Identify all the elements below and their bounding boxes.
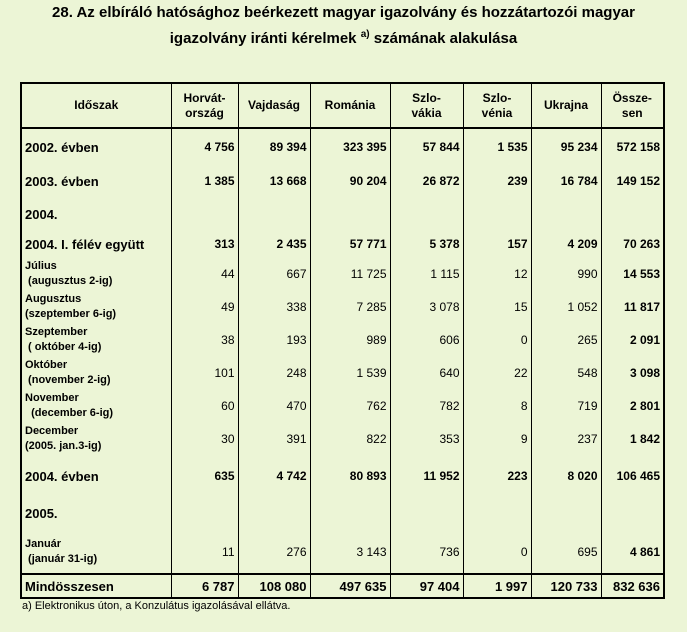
table-cell: 38: [171, 323, 238, 356]
row-label-line: November: [25, 391, 79, 404]
table-cell: [310, 497, 390, 530]
table-cell: 11 817: [601, 290, 664, 323]
column-header: [463, 83, 531, 128]
table-cell: [171, 197, 238, 231]
table-cell: 70 263: [601, 231, 664, 257]
table-cell: 8 020: [531, 455, 601, 497]
row-label-line: (november 2-ig): [25, 373, 111, 386]
table-cell: 606: [390, 323, 463, 356]
column-header-line: sen: [621, 105, 643, 120]
table-cell: 60: [171, 389, 238, 422]
row-label-line: (január 31-ig): [25, 552, 98, 565]
table-row: [21, 128, 664, 165]
table-cell: [310, 197, 390, 231]
table-cell: 239: [463, 165, 531, 197]
table-body: [21, 128, 664, 598]
table-row: [21, 497, 664, 530]
row-label-line: December: [25, 424, 79, 437]
table-row: [21, 422, 664, 455]
table-cell: 2 435: [238, 231, 310, 257]
table-cell: 6 787: [171, 574, 238, 598]
table-cell: 13 668: [238, 165, 310, 197]
table-cell: 667: [238, 257, 310, 290]
table-cell: [531, 197, 601, 231]
title-footnote-marker: a): [360, 29, 370, 40]
table-cell: 822: [310, 422, 390, 455]
table-cell: 719: [531, 389, 601, 422]
table-cell: [390, 497, 463, 530]
table-cell: [531, 497, 601, 530]
table-cell: 108 080: [238, 574, 310, 598]
row-label-line: Szeptember: [25, 325, 88, 338]
table-cell: 248: [238, 356, 310, 389]
table-cell: 5 378: [390, 231, 463, 257]
table-cell: 14 553: [601, 257, 664, 290]
row-label-line: Augusztus: [25, 292, 82, 305]
row-label: 2004. I. félév együtt: [21, 231, 171, 257]
table-cell: 391: [238, 422, 310, 455]
column-header: [310, 83, 390, 128]
footnote: a) Elektronikus úton, a Konzulátus igazolásával ellátva.: [22, 600, 291, 612]
table-cell: 832 636: [601, 574, 664, 598]
table-cell: 640: [390, 356, 463, 389]
table-cell: [601, 497, 664, 530]
table-cell: 30: [171, 422, 238, 455]
table-cell: 106 465: [601, 455, 664, 497]
table-cell: 0: [463, 530, 531, 574]
table-cell: 7 285: [310, 290, 390, 323]
table-cell: 8: [463, 389, 531, 422]
column-header-line: Időszak: [74, 98, 119, 112]
row-label-line: (szeptember 6-ig): [25, 307, 117, 320]
header-row: [21, 83, 664, 128]
row-label-line: (2005. jan.3-ig): [25, 439, 102, 452]
row-label: [21, 257, 171, 290]
table-cell: 4 756: [171, 128, 238, 165]
table-cell: 16 784: [531, 165, 601, 197]
table-row: [21, 574, 664, 598]
table-cell: 989: [310, 323, 390, 356]
table-cell: [463, 197, 531, 231]
table-cell: 470: [238, 389, 310, 422]
table-cell: 157: [463, 231, 531, 257]
table-cell: 49: [171, 290, 238, 323]
table-cell: 572 158: [601, 128, 664, 165]
table-row: [21, 165, 664, 197]
table-cell: 3 098: [601, 356, 664, 389]
table-cell: 9: [463, 422, 531, 455]
table-cell: 237: [531, 422, 601, 455]
column-header-line: Vajdaság: [247, 98, 301, 112]
column-header: [601, 83, 664, 128]
table-cell: 276: [238, 530, 310, 574]
column-header: [531, 83, 601, 128]
row-label: Mindösszesen: [21, 574, 171, 598]
column-header-line: vákia: [411, 105, 442, 120]
table-row: [21, 356, 664, 389]
column-header-line: vénia: [481, 105, 513, 120]
table-cell: 323 395: [310, 128, 390, 165]
column-header: [238, 83, 310, 128]
column-header-line: Össze-: [612, 90, 652, 105]
column-header: [390, 83, 463, 128]
table-cell: 193: [238, 323, 310, 356]
table-cell: 97 404: [390, 574, 463, 598]
table-cell: 57 771: [310, 231, 390, 257]
column-header-line: Szlo-: [482, 90, 512, 105]
table-cell: 4 861: [601, 530, 664, 574]
row-label: 2005.: [21, 497, 171, 530]
table-cell: 57 844: [390, 128, 463, 165]
table-cell: 89 394: [238, 128, 310, 165]
title-line-2: [0, 24, 687, 50]
table-row: [21, 290, 664, 323]
row-label-line: ( október 4-ig): [25, 340, 102, 353]
column-header-line: Szlo-: [412, 90, 441, 105]
table-cell: 2 091: [601, 323, 664, 356]
table-title: [0, 2, 687, 50]
table-row: [21, 197, 664, 231]
table-cell: 0: [463, 323, 531, 356]
data-table: [20, 82, 665, 599]
table-cell: 1 539: [310, 356, 390, 389]
table-cell: 1 385: [171, 165, 238, 197]
row-label: [21, 356, 171, 389]
table-cell: 1 997: [463, 574, 531, 598]
table-cell: 548: [531, 356, 601, 389]
table-cell: 11: [171, 530, 238, 574]
table-cell: 95 234: [531, 128, 601, 165]
table-cell: 3 078: [390, 290, 463, 323]
table-cell: 26 872: [390, 165, 463, 197]
table-cell: 497 635: [310, 574, 390, 598]
table-cell: [238, 497, 310, 530]
table-cell: 3 143: [310, 530, 390, 574]
table-cell: [238, 197, 310, 231]
table-cell: 12: [463, 257, 531, 290]
table-cell: 15: [463, 290, 531, 323]
table-cell: 4 742: [238, 455, 310, 497]
row-label: [21, 530, 171, 574]
row-label: [21, 290, 171, 323]
table-cell: 149 152: [601, 165, 664, 197]
table-cell: 338: [238, 290, 310, 323]
row-label: 2002. évben: [21, 128, 171, 165]
table-row: [21, 323, 664, 356]
row-label: 2003. évben: [21, 165, 171, 197]
row-label: 2004. évben: [21, 455, 171, 497]
table-cell: 782: [390, 389, 463, 422]
table-row: [21, 455, 664, 497]
table-row: [21, 530, 664, 574]
title-line-2-end: számának alakulása: [369, 30, 518, 47]
table-cell: 353: [390, 422, 463, 455]
column-header: [171, 83, 238, 128]
table-cell: 1 052: [531, 290, 601, 323]
table-cell: 265: [531, 323, 601, 356]
row-label-line: (december 6-ig): [25, 406, 114, 419]
table-cell: 44: [171, 257, 238, 290]
table-cell: 101: [171, 356, 238, 389]
table-cell: 2 801: [601, 389, 664, 422]
title-line-2-text: igazolvány iránti kérelmek: [169, 30, 357, 47]
row-label: [21, 323, 171, 356]
table-cell: 736: [390, 530, 463, 574]
table-cell: 635: [171, 455, 238, 497]
row-label-line: Október: [25, 358, 68, 371]
table-cell: 1 842: [601, 422, 664, 455]
table-cell: 762: [310, 389, 390, 422]
table-cell: 80 893: [310, 455, 390, 497]
table-cell: 223: [463, 455, 531, 497]
row-label: 2004.: [21, 197, 171, 231]
column-header-line: Ukrajna: [543, 98, 589, 112]
table-cell: [390, 197, 463, 231]
row-label-line: Január: [25, 537, 62, 550]
column-header: [21, 83, 171, 128]
table-cell: 1 115: [390, 257, 463, 290]
column-header-line: Románia: [324, 98, 376, 112]
table-cell: 695: [531, 530, 601, 574]
row-label: [21, 422, 171, 455]
table-cell: 22: [463, 356, 531, 389]
table-row: [21, 389, 664, 422]
table-cell: 11 952: [390, 455, 463, 497]
row-label-line: (augusztus 2-ig): [25, 274, 113, 287]
table-cell: 4 209: [531, 231, 601, 257]
column-header-line: ország: [185, 105, 224, 120]
table-cell: 1 535: [463, 128, 531, 165]
table-cell: 120 733: [531, 574, 601, 598]
table-cell: [463, 497, 531, 530]
table-cell: 11 725: [310, 257, 390, 290]
row-label-line: Július: [25, 259, 57, 272]
table-cell: 990: [531, 257, 601, 290]
table-cell: 313: [171, 231, 238, 257]
table-row: [21, 231, 664, 257]
column-header-line: Horvát-: [183, 90, 226, 105]
table-row: [21, 257, 664, 290]
table-cell: 90 204: [310, 165, 390, 197]
row-label: [21, 389, 171, 422]
title-line-1: 28. Az elbíráló hatósághoz beérkezett magyar igazolvány és hozzátartozói magyar: [52, 4, 635, 21]
table-cell: [601, 197, 664, 231]
table-cell: [171, 497, 238, 530]
